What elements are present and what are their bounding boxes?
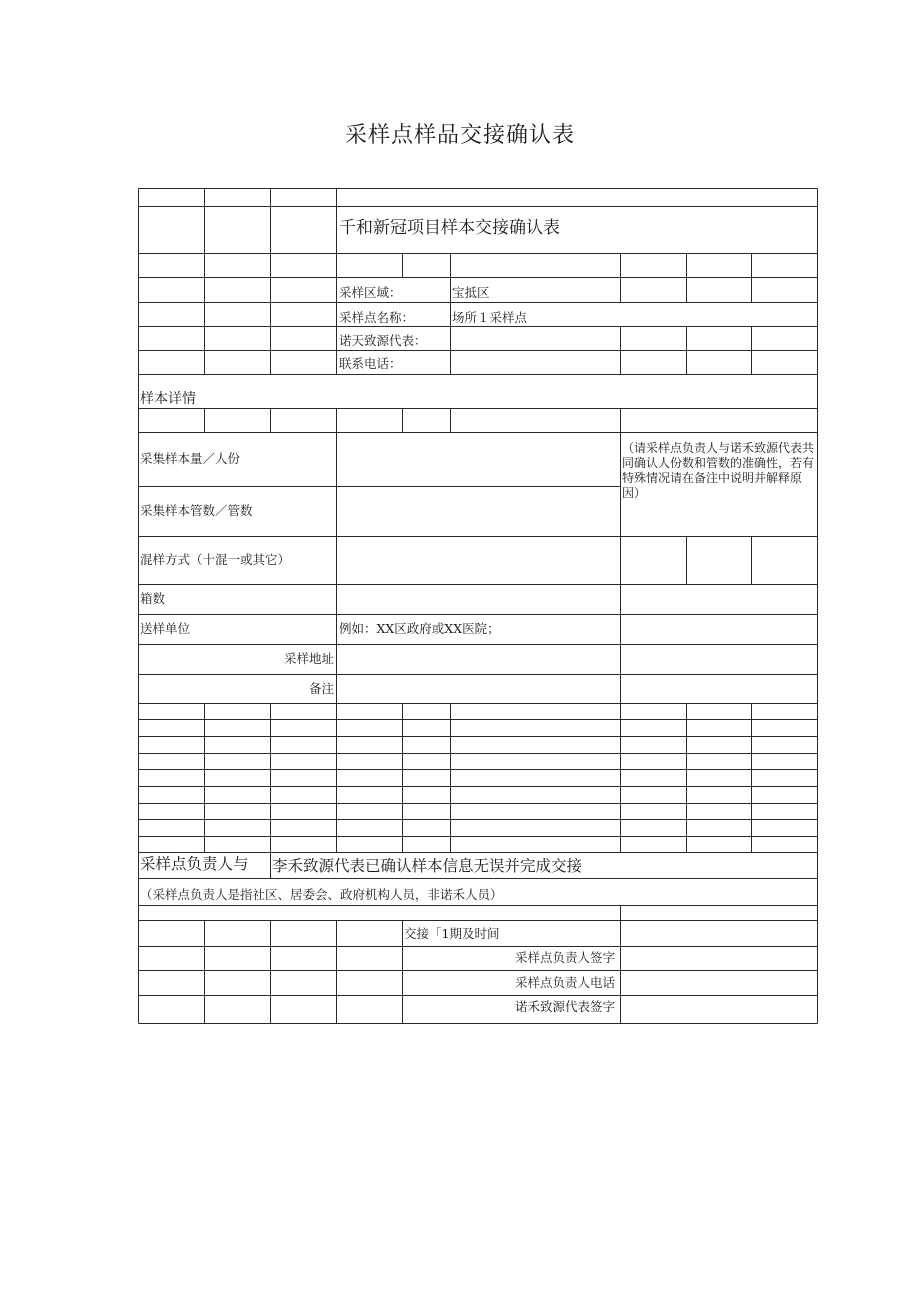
confirm-statement-b: 李禾致源代表已确认样本信息无误并完成交接 <box>272 857 583 875</box>
confirm-statement-a: 采样点负责人与 <box>140 855 249 873</box>
handover-time-label: 交接「1期及时间 <box>404 926 500 941</box>
rep-label: 诺天致源代表： <box>339 333 427 348</box>
details-heading: 样本详情 <box>140 391 196 407</box>
sender-example: 例如：XX区政府或XX医院； <box>339 621 500 636</box>
form-subtitle: 千和新冠项目样本交接确认表 <box>339 218 560 238</box>
address-label: 采样地址 <box>283 651 334 666</box>
area-value[interactable]: 宝抵区 <box>452 285 490 300</box>
remarks-label: 备注 <box>308 681 334 696</box>
sender-label: 送样单位 <box>140 621 191 636</box>
confirm-note: （采样点负责人是指社区、居委会、政府机构人员，非诺禾人员） <box>140 887 503 902</box>
rep-signature-label: 诺禾致源代表签字 <box>514 999 615 1014</box>
details-note: （请采样点负责人与诺禾致源代表共同确认人份数和管数的准确性，若有特殊情况请在备注中说明并解释原因） <box>622 441 815 500</box>
people-count-label: 采集样本量／人份 <box>140 451 241 466</box>
phone-label: 联系电话： <box>339 356 402 371</box>
mix-method-label: 混样方式（十混一或其它） <box>140 552 291 567</box>
site-label: 采样点名称： <box>339 310 415 325</box>
boxes-label: 箱数 <box>140 591 166 606</box>
page-title: 采样点样品交接确认表 <box>344 123 575 148</box>
site-value[interactable]: 场所１采样点 <box>452 310 528 325</box>
area-label: 采样区域： <box>339 285 402 300</box>
site-head-phone-label: 采样点负责人电话 <box>514 975 615 990</box>
site-head-signature-label: 采样点负责人签字 <box>514 950 615 965</box>
tube-count-label: 采集样本管数／管数 <box>140 503 253 518</box>
